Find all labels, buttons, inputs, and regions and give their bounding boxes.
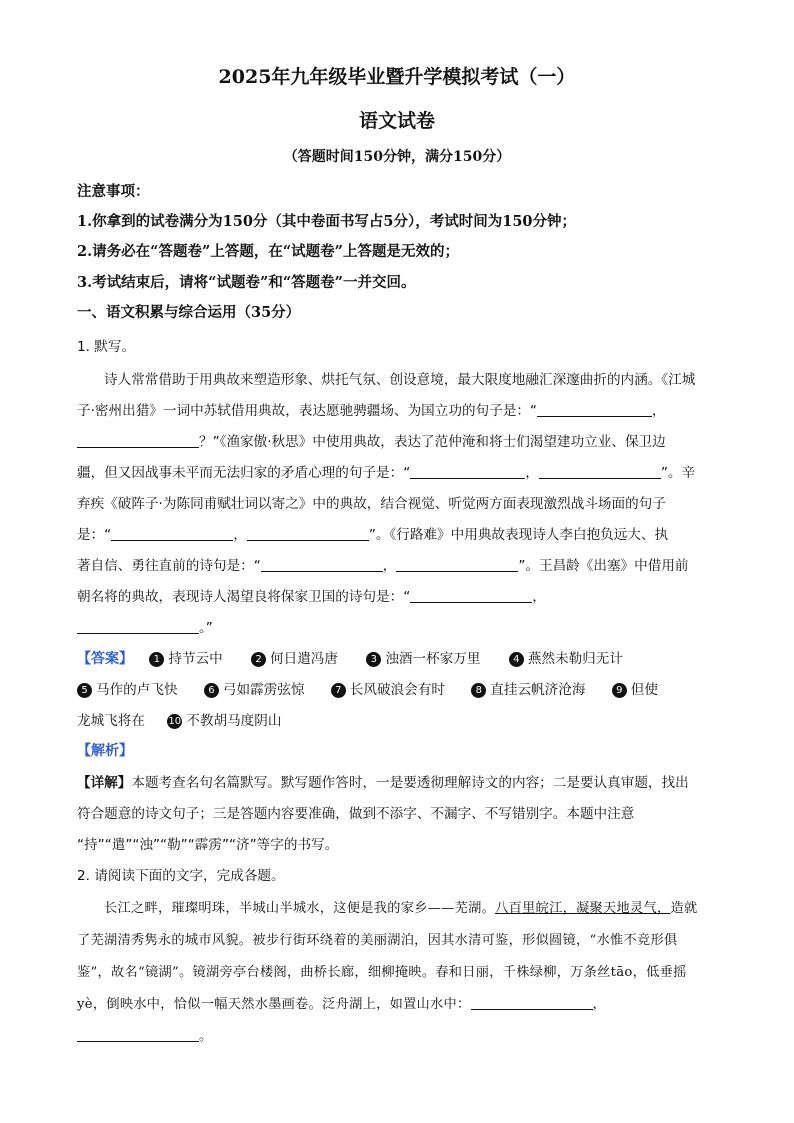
answer-blank[interactable] [539,464,661,479]
number-badge: 9 [612,683,627,698]
notice-item-2: 2.请务必在“答题卷”上答题，在“试题卷”上答题是无效的； [77,243,459,260]
answer-blank[interactable] [77,1027,199,1042]
passage-line: yè，倒映水中，恰似一幅天然水墨画卷。泛舟湖上，如置山水中： ， [77,997,607,1012]
answer-item: 9 但使 [612,678,658,698]
question-1-line [77,523,727,543]
answer-item: 龙城飞将在 [77,713,145,729]
answer-item: 7 长风破浪会有时 [331,678,445,698]
answer-item: 4 燕然未勒归无计 [509,647,623,667]
question-text: 朝名将的典故，表现诗人渴望良将保家卫国的诗句是：“ [77,589,411,605]
question-1-line [77,461,727,481]
detail-tag: 【详解】 [77,775,132,791]
passage-line: 了芜湖清秀隽永的城市风貌。被步行街环绕着的美丽湖泊，因其水清可鉴，形似圆镜，“水惟不竞形俱 [77,933,678,948]
question-2-label: 2. 请阅读下面的文字，完成各题。 [77,868,285,884]
question-1-line [77,585,727,605]
question-1-line [77,399,727,419]
number-badge: 4 [509,652,524,667]
question-text: 。” [199,620,213,636]
time-note: （答题时间150分钟，满分150分） [283,149,511,165]
answer-item: 3 浊酒一杯家万里 [366,647,480,667]
question-text: ， [532,589,546,605]
answer-blank[interactable] [247,526,369,541]
question-text: ”。辛 [660,465,696,481]
answer-item: 8 直挂云帆济沧海 [471,678,585,698]
question-text: 子·密州出猎》一词中苏轼借用典故，表达愿驰骋疆场、为国立功的句子是：“ [77,403,537,419]
answer-heading: 【答案】 [77,651,133,667]
passage-line: 长江之畔，璀璨明珠，半城山半城水，这便是我的家乡——芜湖。八百里皖江，凝聚天地灵气，造就 [104,901,698,916]
question-text: ”。王昌龄《出塞》中借用前 [518,558,689,574]
question-1-line: 弃疾《破阵子·为陈同甫赋壮词以寄之》中的典故，结合视觉、听觉两方面表现激烈战斗场面的句子 [77,496,666,512]
question-1-line [77,554,727,574]
answer-item: 10 不教胡马度阴山 [168,713,282,729]
underlined-text: 八百里皖江，凝聚天地灵气， [495,901,671,916]
number-badge: 8 [471,683,486,698]
exam-title: 2025年九年级毕业暨升学模拟考试（一） [218,66,576,88]
number-badge: 6 [204,683,219,698]
question-text: 著自信、勇往直前的诗句是：“ [77,558,261,574]
number-badge: 3 [366,652,381,667]
analysis-text: 本题考查名句名篇默写。默写题作答时，一是要透彻理解诗文的内容；二是要认真审题，找出 [131,775,689,791]
answer-item: 2 何日遣冯唐 [251,647,338,667]
answer-blank[interactable] [410,588,532,603]
passage-line: 鉴”，故名“镜湖”。镜湖旁亭台楼阁，曲桥长廊，细柳掩映。春和日丽，千株绿柳，万条丝tāo，低垂摇 [77,965,687,980]
answer-blank[interactable] [77,619,199,634]
question-1-line [77,430,727,450]
analysis-line [77,771,727,791]
analysis-heading: 【解析】 [77,743,133,759]
answer-item: 1 持节云中 [149,647,222,667]
number-badge: 5 [77,683,92,698]
answer-blank[interactable] [396,557,518,572]
answer-line [77,678,727,698]
question-1-label: 1. 默写。 [77,339,136,355]
question-text: ， [382,558,397,574]
question-text: ， [233,527,247,543]
notice-item-3: 3.考试结束后，请将“试题卷”和“答题卷”一并交回。 [77,274,416,291]
answer-item: 6 弓如霹雳弦惊 [204,678,305,698]
passage-line: 。 [77,1025,727,1044]
answer-blank[interactable] [471,995,593,1010]
answer-blank[interactable] [410,464,525,479]
number-badge: 10 [168,716,182,727]
analysis-line: “持”“遣”“浊”“勒”“霹雳”“济”等字的书写。 [77,837,339,853]
question-text: ？”《渔家傲·秋思》中使用典故，表达了范仲淹和将士们渴望建功立业、保卫边 [199,434,666,450]
answer-line [77,647,727,668]
question-text: ， [525,465,539,481]
answer-blank[interactable] [261,557,383,572]
answer-item: 5 马作的卢飞快 [77,678,178,698]
question-1-line [77,616,727,636]
answer-blank[interactable] [537,402,652,417]
question-text: ”。《行路难》中用典故表现诗人李白抱负远大、执 [368,527,669,543]
notice-heading: 注意事项： [77,183,150,200]
exam-subtitle: 语文试卷 [358,110,435,132]
question-text: ， [651,403,666,419]
number-badge: 1 [149,652,164,667]
number-badge: 2 [251,652,266,667]
answer-blank[interactable] [111,526,233,541]
question-1-line: 诗人常常借助于用典故来塑造形象、烘托气氛、创设意境，最大限度地融汇深邃曲折的内涵。《江城 [104,372,696,388]
section-heading: 一、语文积累与综合运用（35分） [77,304,301,321]
question-text: 是：“ [77,527,112,543]
answer-blank[interactable] [77,433,199,448]
question-text: 疆，但又因战事未平而无法归家的矛盾心理的句子是：“ [77,465,411,481]
analysis-line: 符合题意的诗文句子；三是答题内容要准确，做到不添字、不漏字、不写错别字。本题中注意 [77,806,635,822]
notice-item-1: 1.你拿到的试卷满分为150分（其中卷面书写占5分），考试时间为150分钟； [77,213,577,230]
answer-line [77,709,727,729]
number-badge: 7 [331,683,346,698]
